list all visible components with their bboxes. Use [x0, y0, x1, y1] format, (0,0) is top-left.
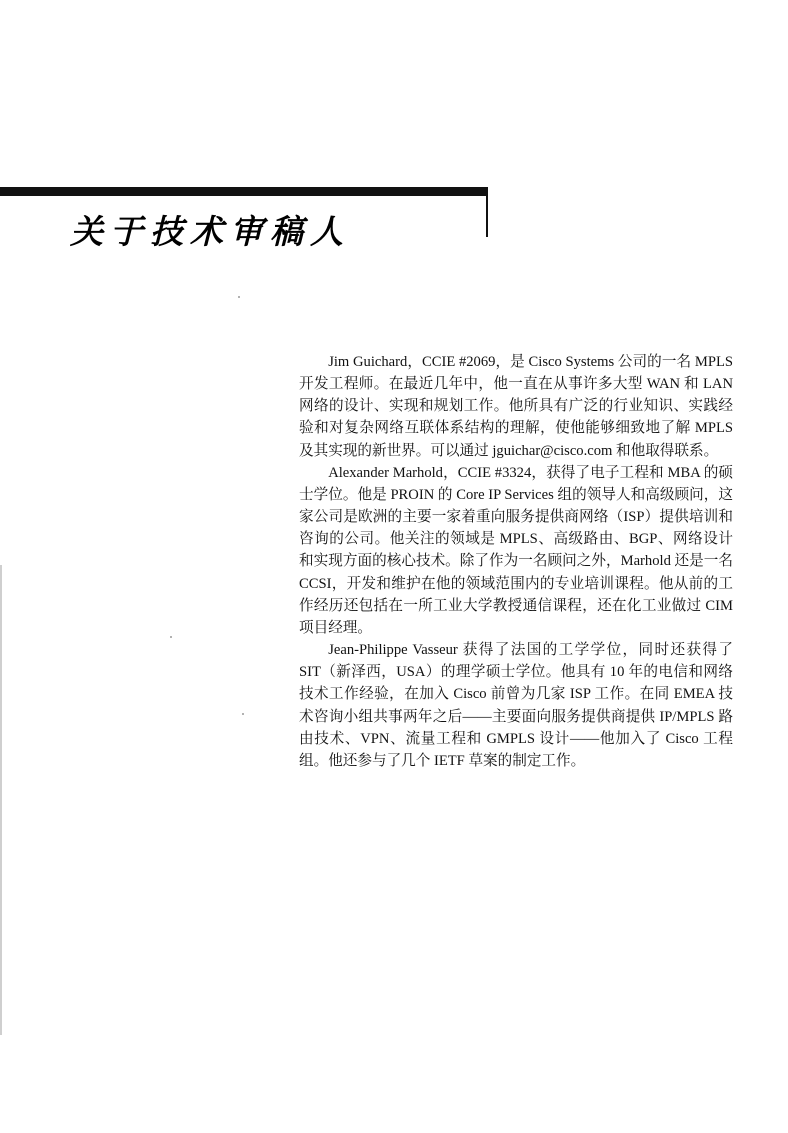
- header-rule: [0, 187, 488, 196]
- paragraph-jim-guichard: Jim Guichard，CCIE #2069，是 Cisco Systems 公司的一名 MPLS 开发工程师。在最近几年中，他一直在从事许多大型 WAN 和 LAN 网络的设计、实现和规划工作。他所具有广泛的行业知识、实践经验和对复杂网络互联体系结构的理解，使他能够细致地了解 MPLS 及其实现的新世界。可以通过 jguichar@cisco.com 和他取得联系。: [299, 354, 733, 459]
- paragraph-jean-philippe-vasseur: Jean-Philippe Vasseur 获得了法国的工学学位，同时还获得了 SIT（新泽西，USA）的理学硕士学位。他具有 10 年的电信和网络技术工作经验，在加入 Cisco 前曾为几家 ISP 工作。在同 EMEA 技术咨询小组共事两年之后——主要面向服务提供商提供 IP/MPLS 路由技术、VPN、流量工程和 GMPLS 设计——他加入了 Cisco 工程组。他还参与了几个 IETF 草案的制定工作。: [299, 642, 733, 769]
- scan-speck: [242, 713, 244, 715]
- scan-speck: [170, 636, 172, 638]
- article-body: [299, 351, 733, 772]
- scan-speck: [238, 296, 240, 298]
- scan-margin-line: [0, 565, 2, 1035]
- page-title: 关于技术审稿人: [70, 212, 350, 251]
- header-corner-rule: [486, 187, 488, 237]
- paragraph-alexander-marhold: Alexander Marhold，CCIE #3324，获得了电子工程和 MBA 的硕士学位。他是 PROIN 的 Core IP Services 组的领导人和高级顾问，这家公司是欧洲的主要一家着重向服务提供商网络（ISP）提供培训和咨询的公司。他关注的领域是 MPLS、高级路由、BGP、网络设计和实现方面的核心技术。除了作为一名顾问之外，Marhold 还是一名 CCSI，开发和维护在他的领域范围内的专业培训课程。他从前的工作经历还包括在一所工业大学教授通信课程，还在化工业做过 CIM 项目经理。: [299, 464, 733, 636]
